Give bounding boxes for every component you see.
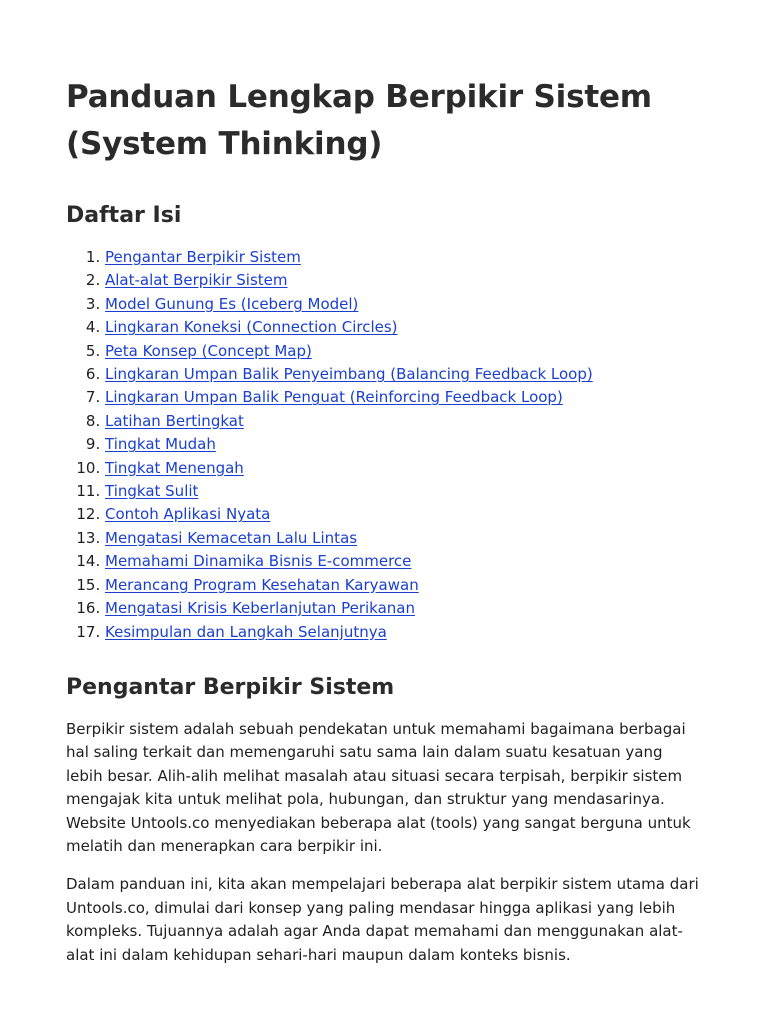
body-paragraph: Berpikir sistem adalah sebuah pendekatan untuk memahami bagaimana berbagai hal saling terkait dan memengaruhi satu sama lain dalam suatu kesatuan yang lebih besar. Alih-alih melihat masalah atau situasi secara terpisah, berpikir sistem mengajak kita untuk melihat pola, hubungan, dan struktur yang mendasarinya. Website Untools.co menyediakan beberapa alat (tools) yang sangat berguna untuk melatih dan menerapkan cara berpikir ini. — [66, 719, 691, 855]
table-of-contents — [66, 246, 702, 644]
toc-link[interactable]: Peta Konsep (Concept Map) — [105, 341, 312, 360]
toc-link[interactable]: Lingkaran Koneksi (Connection Circles) — [105, 318, 398, 337]
toc-link[interactable]: Lingkaran Umpan Balik Penguat (Reinforcing Feedback Loop) — [105, 388, 563, 407]
toc-item — [105, 574, 702, 597]
toc-item — [105, 246, 702, 269]
toc-link[interactable]: Latihan Bertingkat — [105, 411, 244, 430]
toc-item — [105, 550, 702, 573]
toc-item — [105, 363, 702, 386]
toc-link[interactable]: Memahami Dinamika Bisnis E-commerce — [105, 552, 412, 571]
toc-link[interactable]: Kesimpulan dan Langkah Selanjutnya — [105, 622, 387, 641]
toc-item — [105, 269, 702, 292]
toc-link[interactable]: Alat-alat Berpikir Sistem — [105, 271, 288, 290]
toc-item — [105, 386, 702, 409]
toc-item — [105, 480, 702, 503]
body-paragraph: Dalam panduan ini, kita akan mempelajari beberapa alat berpikir sistem utama dari Untools.co, dimulai dari konsep yang paling mendasar hingga aplikasi yang lebih kompleks. Tujuannya adalah agar Anda dapat memahami dan menggunakan alat-alat ini dalam kehidupan sehari-hari maupun dalam konteks bisnis. — [66, 875, 699, 964]
toc-link[interactable]: Contoh Aplikasi Nyata — [105, 505, 271, 524]
toc-link[interactable]: Mengatasi Kemacetan Lalu Lintas — [105, 528, 358, 547]
toc-item — [105, 621, 702, 644]
toc-item — [105, 410, 702, 433]
toc-link[interactable]: Model Gunung Es (Iceberg Model) — [105, 294, 359, 313]
toc-item — [105, 316, 702, 339]
toc-item — [105, 433, 702, 456]
toc-item — [105, 503, 702, 526]
section-heading: Pengantar Berpikir Sistem — [66, 674, 395, 700]
toc-item — [105, 293, 702, 316]
toc-item — [105, 340, 702, 363]
toc-link[interactable]: Tingkat Sulit — [105, 482, 199, 501]
toc-heading: Daftar Isi — [66, 203, 182, 228]
page-title: Panduan Lengkap Berpikir Sistem (System Thinking) — [66, 79, 652, 162]
toc-link[interactable]: Tingkat Mudah — [105, 435, 216, 454]
toc-link[interactable]: Mengatasi Krisis Keberlanjutan Perikanan — [105, 599, 415, 618]
toc-item — [105, 527, 702, 550]
toc-link[interactable]: Tingkat Menengah — [105, 458, 244, 477]
toc-link[interactable]: Lingkaran Umpan Balik Penyeimbang (Balancing Feedback Loop) — [105, 365, 593, 384]
toc-item — [105, 457, 702, 480]
toc-link[interactable]: Merancang Program Kesehatan Karyawan — [105, 575, 419, 594]
toc-link[interactable]: Pengantar Berpikir Sistem — [105, 248, 301, 266]
toc-item — [105, 597, 702, 620]
